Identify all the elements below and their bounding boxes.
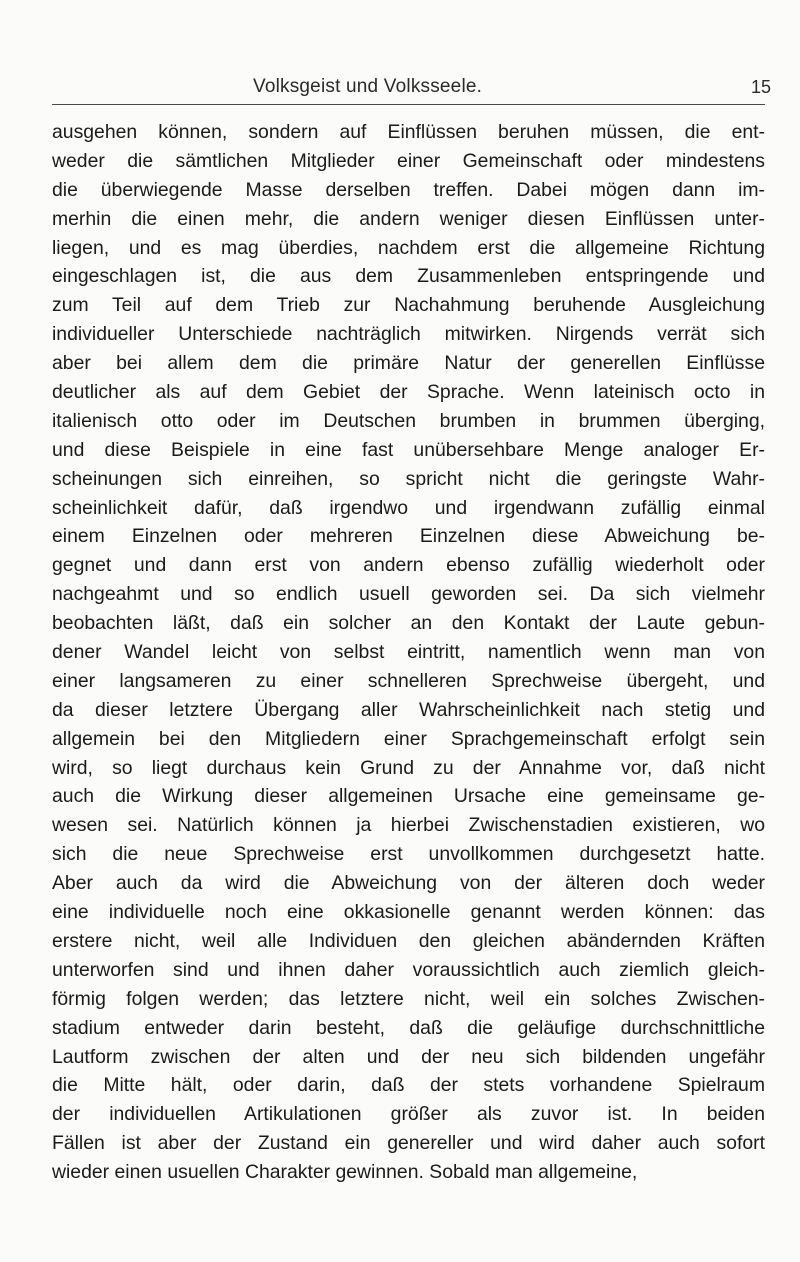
text-line: Lautform zwischen der alten und der neu sich bildenden ungefähr	[52, 1045, 765, 1068]
text-line: Aber auch da wird die Abweichung von der älteren doch weder	[52, 872, 765, 895]
text-line: nachgeahmt und so endlich usuell geworden sei. Da sich vielmehr	[52, 583, 765, 606]
text-line: der individuellen Artikulationen größer als zuvor ist. In beiden	[52, 1103, 765, 1126]
text-line: weder die sämtlichen Mitglieder einer Gemeinschaft oder mindestens	[52, 149, 765, 172]
text-line: Fällen ist aber der Zustand ein genereller und wird daher auch sofort	[52, 1132, 765, 1155]
text-line: italienisch otto oder im Deutschen brumben in brummen überging,	[52, 409, 765, 432]
text-line: die Mitte hält, oder darin, daß der stets vorhandene Spielraum	[52, 1074, 765, 1097]
text-line: allgemein bei den Mitgliedern einer Sprachgemeinschaft erfolgt sein	[52, 727, 765, 750]
text-line: scheinlichkeit dafür, daß irgendwo und irgendwann zufällig einmal	[52, 496, 765, 519]
text-line: und diese Beispiele in eine fast unübersehbare Menge analoger Er-	[52, 438, 765, 461]
text-line: die überwiegende Masse derselben treffen. Dabei mögen dann im-	[52, 178, 765, 201]
text-line: aber bei allem dem die primäre Natur der generellen Einflüsse	[52, 352, 765, 375]
text-line: da dieser letztere Übergang aller Wahrscheinlichkeit nach stetig und	[52, 698, 765, 721]
text-line: ausgehen können, sondern auf Einflüssen beruhen müssen, die ent-	[52, 121, 765, 143]
text-line: wieder einen usuellen Charakter gewinnen. Sobald man allgemeine,	[52, 1161, 638, 1184]
text-line: liegen, und es mag überdies, nachdem erst die allgemeine Richtung	[52, 236, 765, 259]
text-line: unterworfen sind und ihnen daher voraussichtlich auch ziemlich gleich-	[52, 958, 765, 981]
header-rule	[52, 104, 765, 105]
text-line: merhin die einen mehr, die andern weniger diesen Einflüssen unter-	[52, 207, 765, 230]
text-line: eine individuelle noch eine okkasionelle genannt werden können: das	[52, 901, 765, 924]
text-line: beobachten läßt, daß ein solcher an den Kontakt der Laute gebun-	[52, 612, 765, 635]
text-line: gegnet und dann erst von andern ebenso zufällig wiederholt oder	[52, 554, 765, 577]
page-number: 15	[751, 77, 772, 97]
text-line: erstere nicht, weil alle Individuen den gleichen abändernden Kräften	[52, 929, 765, 952]
text-line: individueller Unterschiede nachträglich mitwirken. Nirgends verrät sich	[52, 323, 765, 346]
text-line: auch die Wirkung dieser allgemeinen Ursache eine gemeinsame ge-	[52, 785, 765, 808]
text-line: dener Wandel leicht von selbst eintritt, namentlich wenn man von	[52, 641, 765, 664]
text-line: deutlicher als auf dem Gebiet der Sprache. Wenn lateinisch octo in	[52, 381, 765, 404]
text-line: wird, so liegt durchaus kein Grund zu der Annahme vor, daß nicht	[52, 756, 765, 779]
text-line: förmig folgen werden; das letztere nicht, weil ein solches Zwischen-	[52, 987, 765, 1010]
text-line: eingeschlagen ist, die aus dem Zusammenleben entspringende und	[52, 265, 765, 288]
text-line: einem Einzelnen oder mehreren Einzelnen diese Abweichung be-	[52, 525, 765, 548]
text-line: sich die neue Sprechweise erst unvollkommen durchgesetzt hatte.	[52, 843, 765, 866]
text-line: wesen sei. Natürlich können ja hierbei Zwischenstadien existieren, wo	[52, 814, 765, 837]
text-line: zum Teil auf dem Trieb zur Nachahmung beruhende Ausgleichung	[52, 294, 765, 317]
text-line: einer langsameren zu einer schnelleren Sprechweise übergeht, und	[52, 669, 765, 692]
text-line: stadium entweder darin besteht, daß die geläufige durchschnittliche	[52, 1016, 765, 1039]
running-title: Volksgeist und Volksseele.	[253, 76, 483, 97]
running-header	[0, 76, 800, 106]
body-text	[52, 118, 765, 1187]
text-line: scheinungen sich einreihen, so spricht nicht die geringste Wahr-	[52, 467, 765, 490]
